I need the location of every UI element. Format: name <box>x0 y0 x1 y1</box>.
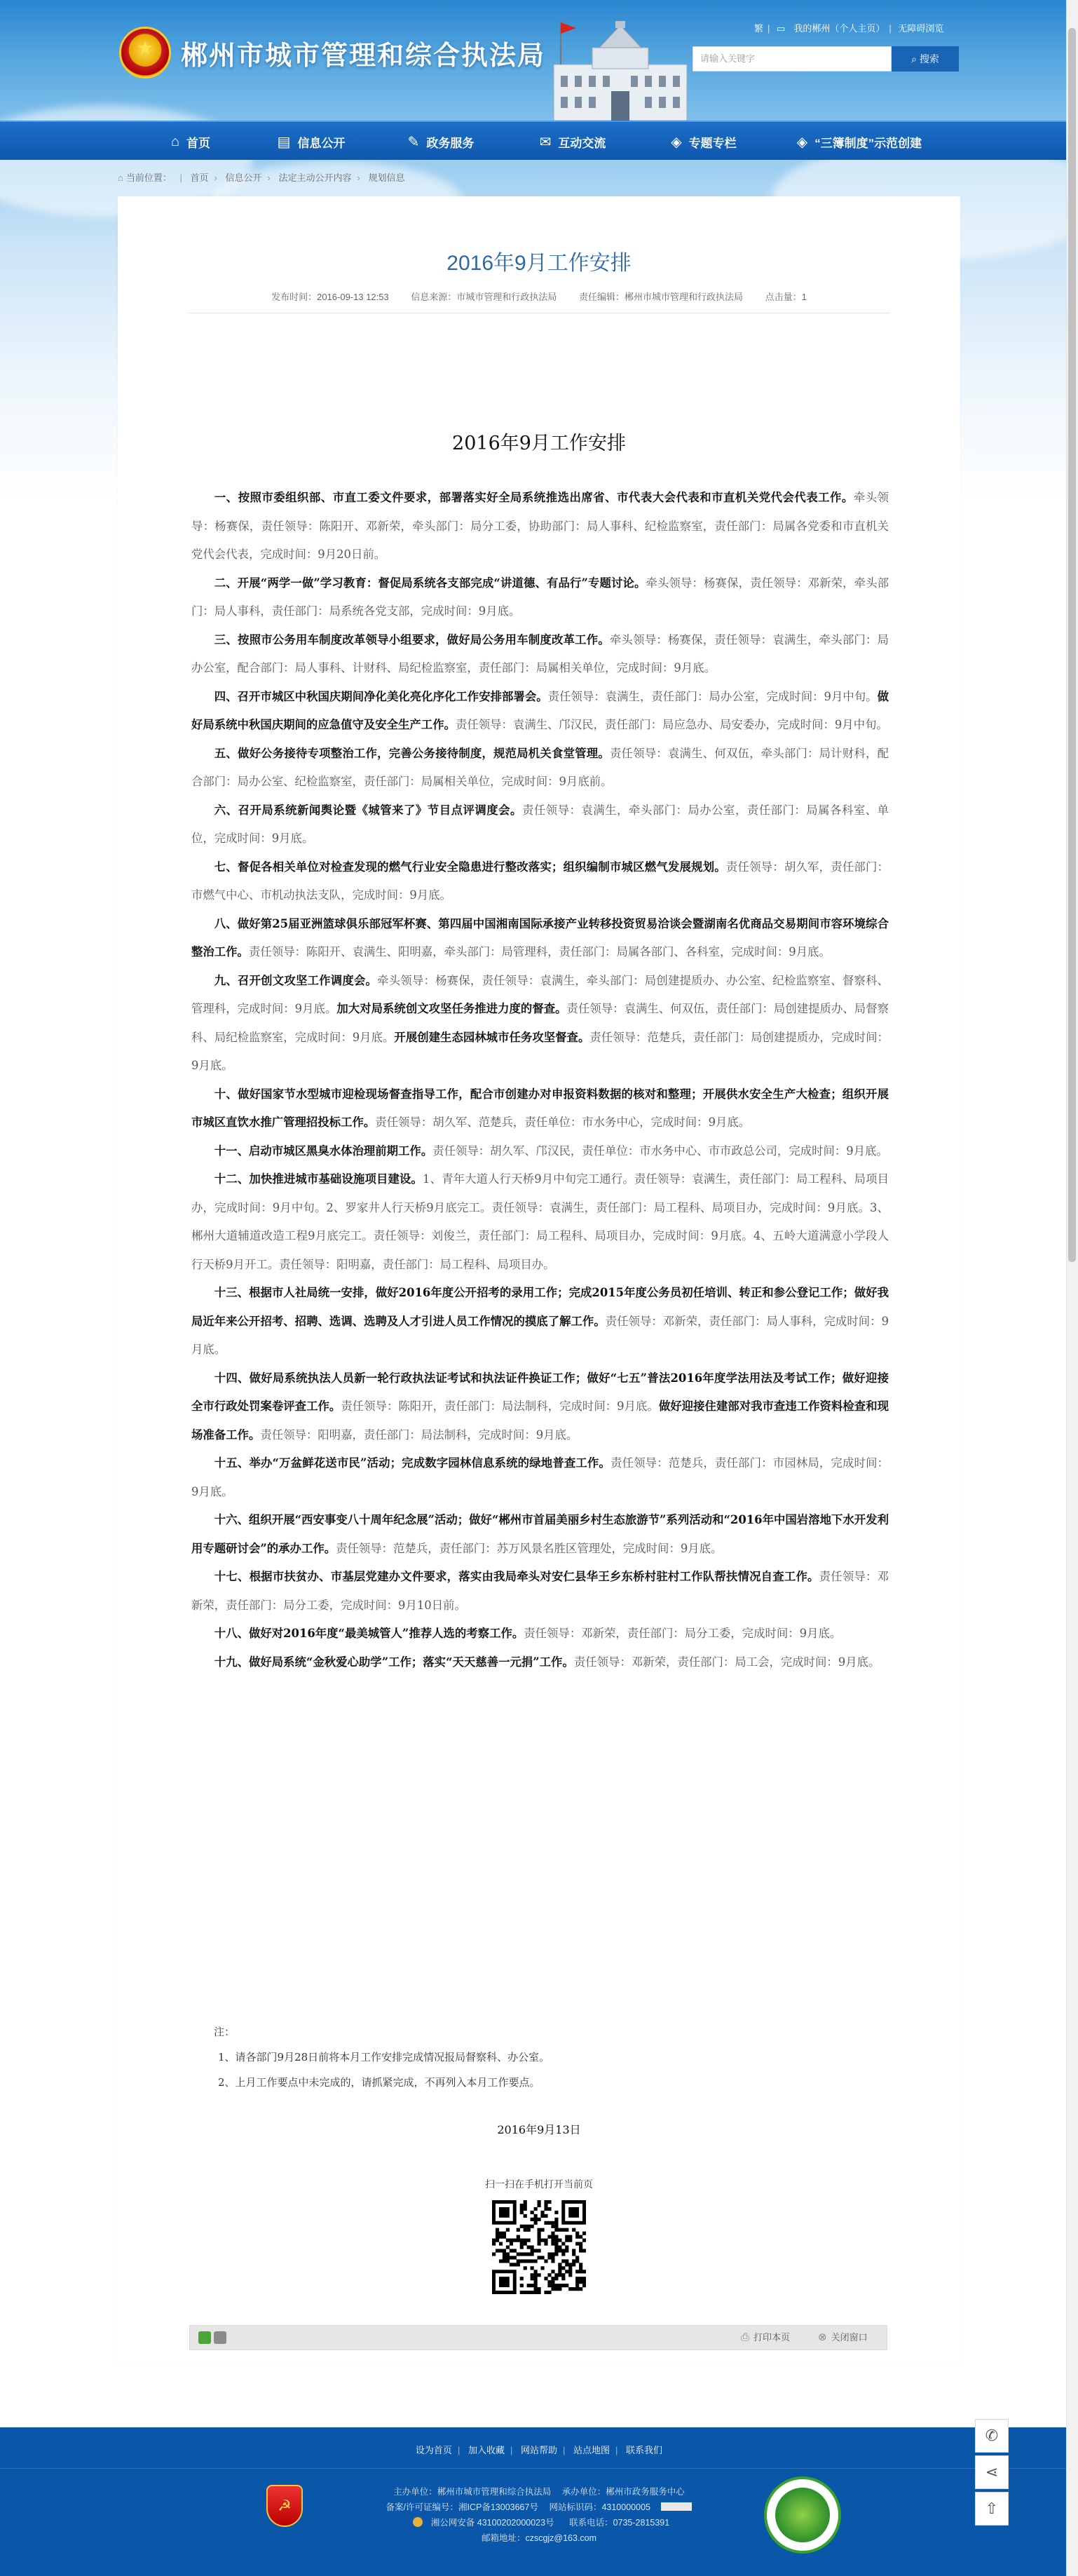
content-paragraph <box>191 1449 889 1506</box>
note-item: 2、上月工作要点中未完成的，请抓紧完成，不再列入本月工作要点。 <box>218 2076 540 2089</box>
wechat-icon: ✆ <box>985 2427 999 2444</box>
breadcrumb-item[interactable]: 法定主动公开内容 <box>278 172 352 183</box>
nav-item-special-topics[interactable]: ◈ 专题专栏 <box>671 134 737 150</box>
scrollbar-thumb[interactable] <box>1068 28 1076 1262</box>
footer-police-line: 湘公网安备 43100202000023号 联系电话：0735-2815391 <box>0 2516 1078 2528</box>
task-text: 开展创建生态园林城市任务攻坚督查。 <box>394 1030 590 1044</box>
footer-link-set-home[interactable]: 设为首页 <box>415 2445 452 2455</box>
responsibility-text: 牵头领导：杨赛保，责任领导：陈阳开、邓新荣，牵头部门：局分工委，协助部门：局人事科、纪检监察室，责任部门：局属各党委和市直机关党代会代表，完成时间：9月20日前。 <box>191 491 889 561</box>
task-text: 加大对局系统创文攻坚任务推进力度的督查。 <box>336 1002 567 1015</box>
content-paragraph <box>191 626 889 683</box>
police-icon <box>413 2517 423 2527</box>
view-count: 点击量：1 <box>765 292 807 302</box>
article-meta <box>118 290 960 303</box>
qr-code <box>492 2200 586 2294</box>
responsibility-text: 责任领导：袁满生，责任部门：局办公室，完成时间：9月中旬。 <box>547 689 878 703</box>
footer-divider <box>0 2468 1078 2469</box>
task-text: 四、召开市城区中秋国庆期间净化美化亮化序化工作安排部署会。 <box>214 689 548 703</box>
responsibility-text: 责任领导：邓新荣，责任部门：局分工委，完成时间：9月10日前。 <box>191 1570 889 1612</box>
site-header <box>0 0 1078 121</box>
responsibility-text: 责任领导：邓新荣，责任部门：局人事科，完成时间：9月底。 <box>191 1314 889 1356</box>
content-paragraph <box>191 1506 889 1563</box>
close-window-button[interactable]: ⊗ 关闭窗口 <box>818 2331 868 2343</box>
responsibility-text: 责任领导：袁满生、何双伍，牵头部门：局计财科，配合部门：局办公室、纪检监察室，责任部门：局属相关单位，完成时间：9月底前。 <box>191 746 889 788</box>
responsibility-text: 责任领导：袁满生、邝汉民，责任部门：局应急办、局安委办，完成时间：9月中旬。 <box>455 718 888 731</box>
footer-host-line: 主办单位：郴州市城市管理和综合执法局 承办单位：郴州市政务服务中心 <box>393 2487 685 2497</box>
verified-icon <box>661 2502 692 2511</box>
party-badge-icon[interactable]: ☭ <box>266 2485 303 2527</box>
civilization-badge-icon[interactable] <box>764 2476 841 2554</box>
responsibility-text: 责任领导：邓新荣，责任部门：局分工委，完成时间：9月底。 <box>524 1627 842 1640</box>
layers-icon: ◈ <box>796 134 808 150</box>
nav-item-home[interactable]: ⌂ 首页 <box>170 133 211 150</box>
editor: 责任编辑：郴州市城市管理和行政执法局 <box>579 292 744 302</box>
search-input[interactable]: 请输入关键字 <box>692 46 892 72</box>
task-text: 十四、做好局系统执法人员新一轮行政执法证考试和执法证件换证工作；做好“七五”普法2016年度学法用法及考试工作；做好迎接全市行政处罚案卷评查工作。 <box>191 1371 889 1413</box>
monitor-icon: ▭ <box>777 23 786 34</box>
content-paragraph <box>191 1563 889 1620</box>
home-icon: ⌂ <box>170 133 180 149</box>
responsibility-text: 牵头领导：杨赛保，责任领导：袁满生，牵头部门：局办公室，配合部门：局人事科、计财科、局纪检监察室，责任部门：局属相关单位，完成时间：9月底。 <box>191 632 889 674</box>
document-icon: ▤ <box>277 134 291 150</box>
wechat-share-icon[interactable] <box>198 2331 211 2344</box>
article-title: 2016年9月工作安排 <box>446 252 632 275</box>
share-icons <box>198 2331 226 2344</box>
task-text: 做好局系统中秋国庆期间的应急值守及安全生产工作。 <box>191 689 889 731</box>
task-text: 十八、做好对2016年度“最美城管人”推荐人选的考察工作。 <box>214 1627 524 1640</box>
article-content <box>191 484 889 1676</box>
notes <box>214 2019 845 2095</box>
content-paragraph <box>191 910 889 967</box>
document-date: 2016年9月13日 <box>497 2123 581 2136</box>
home-icon: ⌂ <box>118 172 123 183</box>
content-paragraph <box>191 1364 889 1450</box>
footer-link-favorite[interactable]: 加入收藏 <box>468 2445 505 2455</box>
task-text: 八、做好第25届亚洲篮球俱乐部冠军杯赛、第四届中国湘南国际承接产业转移投资贸易洽谈会暨湖南名优商品交易期间市容环境综合整治工作。 <box>191 916 889 958</box>
content-paragraph <box>191 1620 889 1648</box>
content-paragraph <box>191 1279 889 1364</box>
content-paragraph <box>191 1080 889 1137</box>
responsibility-text: 牵头领导：杨赛保，责任领导：邓新荣，牵头部门：局人事科，责任部门：局系统各党支部，完成时间：9月底。 <box>191 576 889 618</box>
responsibility-text: 责任领导：邓新荣，责任部门：局工会，完成时间：9月底。 <box>573 1655 880 1669</box>
task-text: 十六、组织开展“西安事变八十周年纪念展”活动；做好“郴州市首届美丽乡村生态旅游节”系列活动和“2016年中国岩溶地下水开发利用专题研讨会”的承办工作。 <box>191 1513 889 1555</box>
task-text: 十一、启动市城区黑臭水体治理前期工作。 <box>214 1144 433 1158</box>
footer-links: 设为首页 | 加入收藏 | 网站帮助 | 站点地图 | 联系我们 <box>415 2445 663 2455</box>
content-paragraph <box>191 740 889 796</box>
task-text: 做好迎接住建部对我市查违工作资料检查和现场准备工作。 <box>191 1399 889 1442</box>
content-paragraph <box>191 569 889 626</box>
breadcrumb-item[interactable]: 信息公开 <box>225 172 262 183</box>
building-illustration <box>533 21 708 121</box>
publish-time: 发布时间：2016-09-13 12:53 <box>271 292 389 302</box>
content-title: 2016年9月工作安排 <box>452 433 626 454</box>
qr-caption: 扫一扫在手机打开当前页 <box>485 2178 593 2190</box>
content-paragraph <box>191 796 889 853</box>
edit-icon: ✎ <box>407 134 420 150</box>
content-paragraph <box>191 1137 889 1166</box>
site-footer <box>0 2427 1078 2576</box>
task-text: 三、按照市公务用车制度改革领导小组要求，做好局公务用车制度改革工作。 <box>214 632 610 646</box>
content-paragraph <box>191 853 889 910</box>
nav-item-interaction[interactable]: ✉ 互动交流 <box>539 134 606 150</box>
responsibility-text: 责任领导：陈阳开，责任部门：局法制科，完成时间：9月底。 <box>341 1399 659 1413</box>
printer-icon: ⎙ <box>741 2331 750 2343</box>
responsibility-text: 责任领导：陈阳开、袁满生、阳明嘉，牵头部门：局管理科，责任部门：局属各部门、各科室，完成时间：9月底。 <box>248 945 831 958</box>
back-to-top-button[interactable] <box>975 2492 1009 2526</box>
task-text: 七、督促各相关单位对检查发现的燃气行业安全隐患进行整改落实；组织编制市城区燃气发展规划。 <box>214 860 726 874</box>
share-icon: ⋖ <box>985 2463 999 2481</box>
arrow-up-icon: ⇧ <box>985 2500 999 2517</box>
responsibility-text: 责任领导：袁满生，牵头部门：局办公室，责任部门：局属各科室、单位，完成时间：9月底。 <box>191 803 889 845</box>
wechat-float-button[interactable] <box>975 2419 1009 2453</box>
content-paragraph <box>191 1648 889 1677</box>
task-text: 十七、根据市扶贫办、市基层党建办文件要求，落实由我局牵头对安仁县华王乡东桥村驻村工作队帮扶情况自查工作。 <box>214 1570 819 1583</box>
responsibility-text: 责任领导：范楚兵，责任部门：局创建提质办，完成时间：9月底。 <box>191 1030 889 1072</box>
content-paragraph <box>191 683 889 740</box>
footer-email-line: 邮箱地址：czscgjz@163.com <box>481 2533 597 2543</box>
article-toolbar <box>189 2325 887 2350</box>
breadcrumb-item[interactable]: 规划信息 <box>368 172 405 183</box>
nav-item-gov-services[interactable]: ✎ 政务服务 <box>407 134 475 150</box>
task-text: 九、召开创文攻坚工作调度会。 <box>214 973 378 987</box>
task-text: 一、按照市委组织部、市直工委文件要求，部署落实好全局系统推选出席省、市代表大会代表和市直机关党代会代表工作。 <box>214 491 854 504</box>
nav-item-three-books[interactable]: ◈ “三簿制度”示范创建 <box>796 134 922 150</box>
content-paragraph <box>191 1165 889 1279</box>
responsibility-text: 责任领导：范楚兵，责任部门：苏万风景名胜区管理处，完成时间：9月底。 <box>336 1541 723 1555</box>
top-links: 繁 | ▭ 我的郴州（个人主页） | 无障碍浏览 <box>754 23 944 34</box>
icp-number[interactable]: 备案/许可证编号：湘ICP备13003667号 <box>386 2502 538 2512</box>
content-paragraph <box>191 967 889 1080</box>
breadcrumb-item[interactable]: 首页 <box>190 172 209 183</box>
task-text: 十九、做好局系统“金秋爱心助学”工作；落实“天天慈善一元捐”工作。 <box>214 1655 574 1669</box>
responsibility-text: 责任领导：胡久军、邝汉民，责任单位：市水务中心、市市政总公司，完成时间：9月底。 <box>432 1144 888 1158</box>
footer-link-help[interactable]: 网站帮助 <box>520 2445 557 2455</box>
share-float-button[interactable] <box>975 2455 1009 2489</box>
breadcrumb: ⌂ 当前位置： | 首页 › 信息公开 › 法定主动公开内容 › 规划信息 <box>118 172 405 183</box>
accessibility-link[interactable]: 无障碍浏览 <box>898 23 944 34</box>
chat-icon: ✉ <box>539 134 552 150</box>
footer-link-contact[interactable]: 联系我们 <box>626 2445 663 2455</box>
responsibility-text: 责任领导：袁满生、何双伍，责任部门：局创建提质办、局督察科、局纪检监察室，完成时间：9月底。 <box>191 1002 889 1044</box>
responsibility-text: 责任领导：胡久军，责任部门：市燃气中心、市机动执法支队，完成时间：9月底。 <box>191 860 889 902</box>
personal-homepage-link[interactable]: 我的郴州（个人主页） <box>793 23 885 34</box>
more-share-icon[interactable] <box>214 2331 226 2344</box>
search-button[interactable]: ⌕ 搜索 <box>892 46 959 72</box>
search-icon: ⌕ <box>911 53 917 65</box>
content-paragraph <box>191 484 889 569</box>
task-text: 十二、加快推进城市基础设施项目建设。 <box>214 1172 423 1186</box>
task-text: 五、做好公务接待专项整治工作，完善公务接待制度，规范局机关食堂管理。 <box>214 746 610 760</box>
responsibility-text: 牵头领导：杨赛保，责任领导：袁满生，牵头部门：局创建提质办、办公室、纪检监察室、督察科、管理科，完成时间：9月底。 <box>191 973 889 1015</box>
responsibility-text: 1、青年大道人行天桥9月中旬完工通行。责任领导：袁满生，责任部门：局工程科、局项目办，完成时间：9月中旬。2、罗家井人行天桥9月底完工。责任领导：袁满生，责任部门：局工程科、局项目办，完成时间：9月底。3、郴州大道辅道改造工程9月底完工。责任领导：刘俊兰，责任部门：局工程科、局项目办，完成时间：9月底。4、五岭大道满意小学段人行天桥9月开工。责任领导：阳明嘉，责任部门：局工程科、局项目办。 <box>191 1172 889 1271</box>
article-panel <box>118 196 960 2364</box>
print-button[interactable]: ⎙ 打印本页 <box>741 2331 791 2343</box>
national-emblem-icon: ★ <box>119 27 171 79</box>
responsibility-text: 责任领导：阳明嘉，责任部门：局法制科，完成时间：9月底。 <box>260 1428 578 1442</box>
police-record[interactable]: 湘公网安备 43100202000023号 <box>409 2518 559 2528</box>
responsibility-text: 责任领导：胡久军、范楚兵，责任单位：市水务中心，完成时间：9月底。 <box>375 1116 751 1129</box>
note-label: 注： <box>214 2026 236 2038</box>
task-text: 六、召开局系统新闻舆论暨《城管来了》节目点评调度会。 <box>214 803 522 817</box>
info-source: 信息来源：市城市管理和行政执法局 <box>411 292 557 302</box>
task-text: 十五、举办“万盆鲜花送市民”活动；完成数字园林信息系统的绿地普查工作。 <box>214 1456 611 1470</box>
task-text: 十、做好国家节水型城市迎检现场督查指导工作，配合市创建办对申报资料数据的核对和整理；开展供水安全生产大检查；组织开展市城区直饮水推广管理招投标工作。 <box>191 1087 889 1129</box>
task-text: 二、开展“两学一做”学习教育：督促局系统各支部完成“讲道德、有品行”专题讨论。 <box>214 576 646 590</box>
nav-item-info-disclosure[interactable]: ▤ 信息公开 <box>277 134 346 150</box>
footer-link-sitemap[interactable]: 站点地图 <box>573 2445 610 2455</box>
site-title[interactable]: 郴州市城市管理和综合执法局 <box>181 41 546 71</box>
layers-icon: ◈ <box>671 134 682 150</box>
close-icon: ⊗ <box>818 2331 827 2343</box>
note-item: 1、请各部门9月28日前将本月工作安排完成情况报局督察科、办公室。 <box>218 2051 550 2063</box>
responsibility-text: 责任领导：范楚兵，责任部门：市园林局，完成时间：9月底。 <box>191 1456 889 1498</box>
footer-icp-line: 备案/许可证编号：湘ICP备13003667号 网站标识码：4310000005 <box>0 2500 1078 2513</box>
task-text: 十三、根据市人社局统一安排，做好2016年度公开招考的录用工作；完成2015年度公务员初任培训、转正和参公登记工作；做好我局近年来公开招考、招聘、选调、选聘及人才引进人员工作情况的摸底了解工作。 <box>191 1286 889 1328</box>
main-nav <box>0 121 1078 160</box>
traditional-chinese-link[interactable]: 繁 <box>754 23 764 34</box>
